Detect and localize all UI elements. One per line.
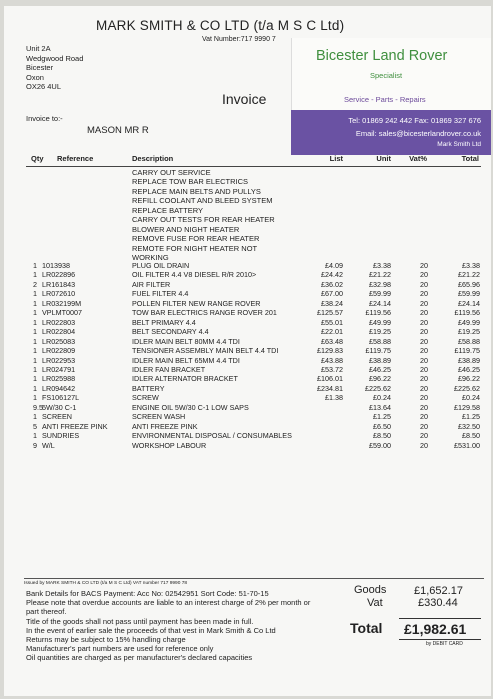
work-note-line: REPLACE MAIN BELTS AND PULLYS bbox=[132, 186, 261, 196]
item-reference: LR022809 bbox=[42, 346, 76, 356]
item-unit-price: £96.22 bbox=[369, 374, 391, 384]
item-qty: 1 bbox=[33, 383, 37, 393]
item-qty: 1 bbox=[33, 374, 37, 384]
table-row bbox=[4, 327, 491, 336]
item-unit-price: £49.99 bbox=[369, 317, 391, 327]
table-row bbox=[4, 422, 491, 431]
item-vat: 20 bbox=[420, 308, 428, 318]
work-note-line: REMOTE FOR NIGHT HEATER NOT bbox=[132, 243, 258, 253]
work-note-line: BLOWER AND NIGHT HEATER bbox=[132, 224, 240, 234]
item-total: £38.89 bbox=[458, 355, 480, 365]
item-qty: 1 bbox=[33, 355, 37, 365]
item-qty: 1 bbox=[33, 298, 37, 308]
item-list-price: £234.81 bbox=[317, 383, 343, 393]
item-total: £1.25 bbox=[462, 412, 480, 422]
item-description: IDLER MAIN BELT 80MM 4.4 TDI bbox=[132, 336, 240, 346]
item-total: £58.88 bbox=[458, 336, 480, 346]
item-reference: LR094642 bbox=[42, 383, 76, 393]
item-unit-price: £21.22 bbox=[369, 270, 391, 280]
item-unit-price: £8.50 bbox=[373, 431, 391, 441]
item-list-price: £4.09 bbox=[325, 261, 343, 270]
item-qty: 1 bbox=[33, 393, 37, 403]
item-vat: 20 bbox=[420, 327, 428, 337]
item-description: WORKSHOP LABOUR bbox=[132, 440, 207, 450]
item-list-price: £1.38 bbox=[325, 393, 343, 403]
item-vat: 20 bbox=[420, 393, 428, 403]
item-vat: 20 bbox=[420, 355, 428, 365]
table-row bbox=[4, 346, 491, 355]
item-list-price: £63.48 bbox=[321, 336, 343, 346]
item-unit-price: £19.25 bbox=[369, 327, 391, 337]
footer-note: Title of the goods shall not pass until payment has been made in full. bbox=[26, 616, 254, 626]
table-row bbox=[4, 441, 491, 450]
dealer-contact-banner bbox=[291, 110, 491, 155]
table-row bbox=[4, 365, 491, 374]
item-list-price: £43.88 bbox=[321, 355, 343, 365]
goods-label: Goods bbox=[354, 584, 387, 596]
item-qty: 2 bbox=[33, 279, 37, 289]
item-reference: LR032199M bbox=[42, 298, 82, 308]
work-note-line: REFILL COOLANT AND BLEED SYSTEM bbox=[132, 196, 273, 206]
header-reference: Reference bbox=[57, 154, 94, 163]
work-notes bbox=[132, 168, 275, 263]
item-vat: 20 bbox=[420, 261, 428, 270]
header-total: Total bbox=[461, 154, 479, 163]
item-total: £119.75 bbox=[454, 346, 480, 356]
item-total: £59.99 bbox=[458, 289, 480, 299]
address-line: Bicester bbox=[26, 63, 54, 72]
footer-note: Manufacturer's part numbers are used for reference only bbox=[26, 644, 214, 654]
item-unit-price: £24.14 bbox=[369, 298, 391, 308]
item-vat: 20 bbox=[420, 431, 428, 441]
item-qty: 1 bbox=[33, 336, 37, 346]
item-total: £21.22 bbox=[458, 270, 480, 280]
header-unit: Unit bbox=[376, 154, 391, 163]
item-description: ENGINE OIL 5W/30 C-1 LOW SAPS bbox=[132, 402, 249, 412]
item-unit-price: £58.88 bbox=[369, 336, 391, 346]
item-qty: 1 bbox=[33, 346, 37, 356]
item-unit-price: £0.24 bbox=[373, 393, 391, 403]
item-reference: 1013938 bbox=[42, 261, 70, 270]
item-qty: 1 bbox=[33, 289, 37, 299]
item-total: £24.14 bbox=[458, 298, 480, 308]
item-vat: 20 bbox=[420, 402, 428, 412]
table-row bbox=[4, 412, 491, 421]
item-description: AIR FILTER bbox=[132, 279, 171, 289]
item-reference: VPLMT0007 bbox=[42, 308, 82, 318]
item-vat: 20 bbox=[420, 336, 428, 346]
item-description: BELT PRIMARY 4.4 bbox=[132, 317, 196, 327]
work-note-line: REPLACE TOW BAR ELECTRICS bbox=[132, 177, 249, 187]
item-description: FUEL FILTER 4.4 bbox=[132, 289, 189, 299]
item-unit-price: £38.89 bbox=[369, 355, 391, 365]
item-description: IDLER MAIN BELT 65MM 4.4 TDI bbox=[132, 355, 240, 365]
item-vat: 20 bbox=[420, 346, 428, 356]
item-description: BATTERY bbox=[132, 383, 165, 393]
item-total: £49.99 bbox=[458, 317, 480, 327]
dealer-logo-box bbox=[291, 38, 491, 115]
table-row bbox=[4, 384, 491, 393]
item-description: SCREEN WASH bbox=[132, 412, 186, 422]
item-reference: LR072610 bbox=[42, 289, 76, 299]
item-reference: W/L bbox=[42, 440, 55, 450]
item-total: £96.22 bbox=[458, 374, 480, 384]
item-reference: SCREEN bbox=[42, 412, 72, 422]
item-vat: 20 bbox=[420, 298, 428, 308]
item-vat: 20 bbox=[420, 421, 428, 431]
table-row bbox=[4, 261, 491, 270]
item-vat: 20 bbox=[420, 374, 428, 384]
item-total: £129.58 bbox=[454, 402, 480, 412]
item-description: TOW BAR ELECTRICS RANGE ROVER 201 bbox=[132, 308, 277, 318]
vat-value: £330.44 bbox=[418, 597, 458, 609]
table-row bbox=[4, 270, 491, 279]
item-list-price: £125.57 bbox=[317, 308, 343, 318]
header-qty: Qty bbox=[31, 154, 44, 163]
table-row bbox=[4, 374, 491, 383]
vat-number: Vat Number:717 9990 7 bbox=[202, 36, 276, 43]
item-qty: 1 bbox=[33, 261, 37, 270]
item-vat: 20 bbox=[420, 289, 428, 299]
item-description: BELT SECONDARY 4.4 bbox=[132, 327, 209, 337]
total-value: £1,982.61 bbox=[404, 621, 467, 637]
item-list-price: £53.72 bbox=[321, 364, 343, 374]
table-header bbox=[4, 154, 491, 166]
address-line: Unit 2A bbox=[26, 44, 51, 53]
item-vat: 20 bbox=[420, 412, 428, 422]
footer-divider bbox=[24, 578, 484, 579]
item-qty: 1 bbox=[33, 327, 37, 337]
item-vat: 20 bbox=[420, 364, 428, 374]
item-unit-price: £59.00 bbox=[369, 440, 391, 450]
table-row bbox=[4, 356, 491, 365]
item-description: POLLEN FILTER NEW RANGE ROVER bbox=[132, 298, 261, 308]
item-total: £3.38 bbox=[462, 261, 480, 270]
dealer-services: Service - Parts - Repairs bbox=[344, 95, 426, 104]
total-label: Total bbox=[350, 620, 383, 636]
address-line: Wedgwood Road bbox=[26, 53, 84, 63]
item-total: £119.56 bbox=[454, 308, 480, 318]
item-reference: LR022896 bbox=[42, 270, 76, 280]
item-unit-price: £225.62 bbox=[365, 383, 391, 393]
dealer-company-line: Mark Smith Ltd bbox=[437, 141, 481, 148]
item-reference: ANTI FREEZE PINK bbox=[42, 421, 108, 431]
item-unit-price: £1.25 bbox=[373, 412, 391, 422]
item-total: £32.50 bbox=[458, 421, 480, 431]
footer-notes bbox=[26, 589, 321, 663]
header-vat: Vat% bbox=[409, 154, 427, 163]
dealer-phone-fax: Tel: 01869 242 442 Fax: 01869 327 676 bbox=[348, 116, 481, 125]
work-note-line: REMOVE FUSE FOR REAR HEATER bbox=[132, 234, 260, 244]
table-row bbox=[4, 337, 491, 346]
table-row bbox=[4, 299, 491, 308]
item-list-price: £67.00 bbox=[321, 289, 343, 299]
work-note-line: WORKING bbox=[132, 253, 169, 263]
item-reference: FS106127L bbox=[42, 393, 80, 403]
header-list: List bbox=[329, 154, 343, 163]
item-unit-price: £32.98 bbox=[369, 279, 391, 289]
invoice-page bbox=[4, 6, 491, 696]
item-unit-price: £46.25 bbox=[369, 364, 391, 374]
item-list-price: £38.24 bbox=[321, 298, 343, 308]
payment-method: by DEBIT CARD bbox=[426, 641, 463, 647]
item-total: £65.96 bbox=[458, 279, 480, 289]
item-qty: 5 bbox=[33, 421, 37, 431]
table-row bbox=[4, 318, 491, 327]
address-line: Oxon bbox=[26, 72, 44, 82]
item-total: £46.25 bbox=[458, 364, 480, 374]
work-note-line: CARRY OUT TESTS FOR REAR HEATER bbox=[132, 215, 275, 225]
item-reference: LR025083 bbox=[42, 336, 76, 346]
table-row bbox=[4, 393, 491, 402]
item-list-price: £106.01 bbox=[317, 374, 343, 384]
item-list-price: £55.01 bbox=[321, 317, 343, 327]
item-total: £0.24 bbox=[462, 393, 480, 403]
item-list-price: £22.01 bbox=[321, 327, 343, 337]
item-unit-price: £6.50 bbox=[373, 421, 391, 431]
item-reference: LR022804 bbox=[42, 327, 76, 337]
item-description: ENVIRONMENTAL DISPOSAL / CONSUMABLES bbox=[132, 431, 292, 441]
company-address bbox=[26, 44, 83, 92]
item-total: £225.62 bbox=[454, 383, 480, 393]
address-line: OX26 4UL bbox=[26, 82, 62, 91]
item-unit-price: £119.56 bbox=[365, 308, 391, 318]
item-description: IDLER ALTERNATOR BRACKET bbox=[132, 374, 238, 384]
item-description: SCREW bbox=[132, 393, 159, 403]
item-qty: 1 bbox=[33, 308, 37, 318]
item-description: PLUG OIL DRAIN bbox=[132, 261, 190, 270]
item-reference: SUNDRIES bbox=[42, 431, 80, 441]
item-total: £8.50 bbox=[462, 431, 480, 441]
goods-value: £1,652.17 bbox=[414, 585, 463, 597]
footer-note: Bank Details for BACS Payment: Acc No: 02542951 Sort Code: 51-70-15 bbox=[26, 589, 269, 598]
invoice-title: Invoice bbox=[222, 91, 267, 107]
item-reference: LR022953 bbox=[42, 355, 76, 365]
item-qty: 1 bbox=[33, 317, 37, 327]
vat-label: Vat bbox=[367, 597, 383, 609]
item-qty: 9.5 bbox=[33, 402, 43, 412]
work-note-line: REPLACE BATTERY bbox=[132, 205, 203, 215]
table-row bbox=[4, 280, 491, 289]
header-divider bbox=[26, 166, 481, 167]
item-list-price: £129.83 bbox=[317, 346, 343, 356]
item-reference: 5W/30 C-1 bbox=[42, 402, 77, 412]
dealer-specialist: Specialist bbox=[370, 71, 403, 80]
item-vat: 20 bbox=[420, 383, 428, 393]
item-reference: LR022803 bbox=[42, 317, 76, 327]
table-row bbox=[4, 308, 491, 317]
item-list-price: £36.02 bbox=[321, 279, 343, 289]
item-vat: 20 bbox=[420, 317, 428, 327]
issued-by: Issued by MARK SMITH & CO LTD (t/a M S C Ltd) VAT number 717 9990 78 bbox=[24, 581, 188, 586]
item-vat: 20 bbox=[420, 270, 428, 280]
item-qty: 9 bbox=[33, 440, 37, 450]
item-reference: LR024791 bbox=[42, 364, 76, 374]
dealer-email: Email: sales@bicesterlandrover.co.uk bbox=[355, 129, 481, 138]
item-qty: 1 bbox=[33, 412, 37, 422]
item-list-price: £24.42 bbox=[321, 270, 343, 280]
item-description: OIL FILTER 4.4 V8 DIESEL R/R 2010> bbox=[132, 270, 257, 280]
footer-note: In the event of earlier sale the proceeds of that vest in Mark Smith & Co Ltd bbox=[26, 625, 276, 635]
item-reference: LR161843 bbox=[42, 279, 76, 289]
item-total: £19.25 bbox=[458, 327, 480, 337]
item-description: TENSIONER ASSEMBLY MAIN BELT 4.4 TDI bbox=[132, 346, 279, 356]
table-row bbox=[4, 431, 491, 440]
footer-note: Returns may be subject to 15% handling charge bbox=[26, 635, 186, 645]
item-unit-price: £13.64 bbox=[369, 402, 391, 412]
table-row bbox=[4, 289, 491, 298]
item-vat: 20 bbox=[420, 440, 428, 450]
item-qty: 1 bbox=[33, 270, 37, 280]
item-description: ANTI FREEZE PINK bbox=[132, 421, 198, 431]
footer-note: Please note that overdue accounts are liable to an interest charge of 2% per month or part thereof. bbox=[26, 598, 311, 617]
header-description: Description bbox=[132, 154, 174, 163]
invoice-to-label: Invoice to:- bbox=[26, 114, 63, 123]
dealer-name: Bicester Land Rover bbox=[316, 48, 448, 64]
item-reference: LR025988 bbox=[42, 374, 76, 384]
item-total: £531.00 bbox=[454, 440, 480, 450]
item-unit-price: £3.38 bbox=[373, 261, 391, 270]
item-qty: 1 bbox=[33, 364, 37, 374]
item-unit-price: £119.75 bbox=[365, 346, 391, 356]
invoice-to-name: MASON MR R bbox=[87, 125, 149, 136]
footer-note: Oil quantities are charged as per manufacturer's declared capacities bbox=[26, 653, 253, 663]
company-name: MARK SMITH & CO LTD (t/a M S C Ltd) bbox=[96, 18, 345, 33]
item-unit-price: £59.99 bbox=[369, 289, 391, 299]
item-qty: 1 bbox=[33, 431, 37, 441]
work-note-line: CARRY OUT SERVICE bbox=[132, 168, 211, 177]
item-description: IDLER FAN BRACKET bbox=[132, 364, 206, 374]
item-vat: 20 bbox=[420, 279, 428, 289]
table-row bbox=[4, 403, 491, 412]
